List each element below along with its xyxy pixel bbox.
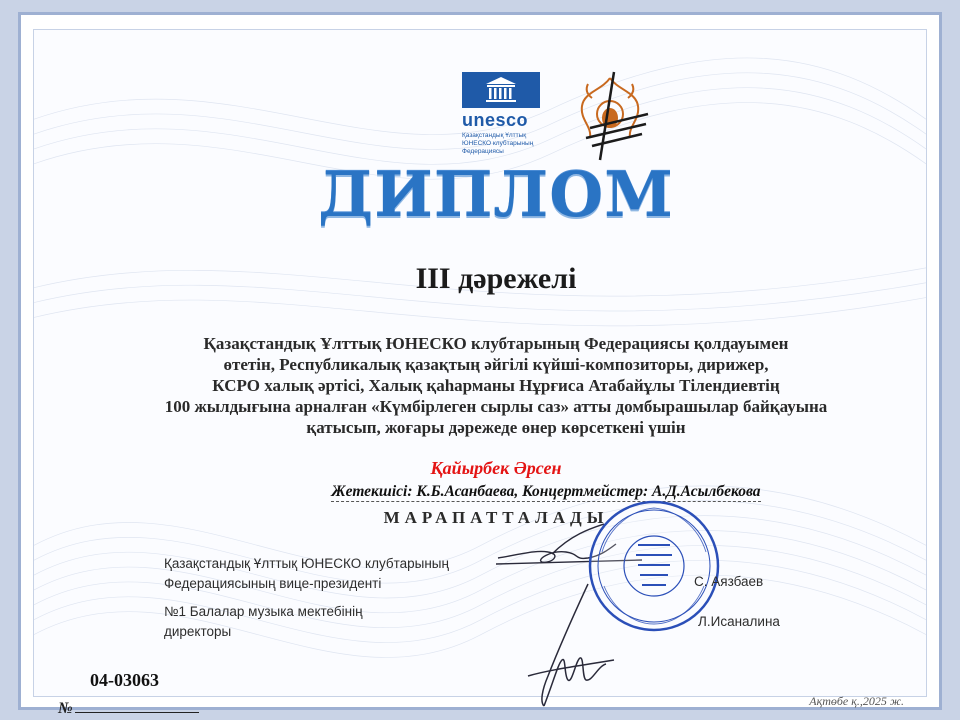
dombra-emblem-icon <box>562 68 658 164</box>
number-field: № <box>58 700 199 718</box>
degree-heading: ІІІ дәрежелі <box>415 262 577 295</box>
signatory-vice-president-name: С. Аязбаев <box>694 574 764 589</box>
signature-director <box>518 580 628 710</box>
signatory-director-name: Л.Исаналина <box>698 614 780 629</box>
unesco-wordmark: unesco <box>462 110 529 130</box>
page-title: ДИПЛОМ <box>318 158 674 231</box>
signatory-vice-president-title: Қазақстандық Ұлттық ЮНЕСКО клубтарының Федерациясының вице-президенті <box>164 556 449 591</box>
awardee-name: Қайырбек Әрсен <box>430 458 562 478</box>
unesco-subtitle: Қазақстандық Ұлттық ЮНЕСКО клубтарының Федерациясы <box>462 132 534 155</box>
certificate-body <box>33 29 927 717</box>
certificate-border <box>18 12 942 717</box>
award-description: Қазақстандық Ұлттық ЮНЕСКО клубтарының Федерациясы қолдауымен өтетін, Республикалық қазақтың әйгілі күйші-композиторы, дирижер, КСРО халық әртісі, Халық қаһарманы Нұрғиса Атабайұлы Тілендиевтің 100 жылдығына арналған «Күмбірлеген сырлы саз» атты домбырашылар байқауына қатысып, жоғары дәрежеде өнер көрсеткені үшін <box>164 334 828 437</box>
unesco-logo <box>462 72 562 156</box>
awarded-heading: МАРАПАТТАЛАДЫ <box>383 508 609 527</box>
unesco-temple-icon <box>462 72 540 108</box>
signatory-director-title: №1 Балалар музыка мектебінің директоры <box>164 604 363 639</box>
serial-number: 04-03063 <box>90 670 159 690</box>
mentors-line: Жетекшісі: К.Б.Асанбаева, Концертмейстер: А.Д.Асылбекова <box>331 483 761 500</box>
place-date: Ақтөбе қ.,2025 ж. <box>809 694 904 708</box>
